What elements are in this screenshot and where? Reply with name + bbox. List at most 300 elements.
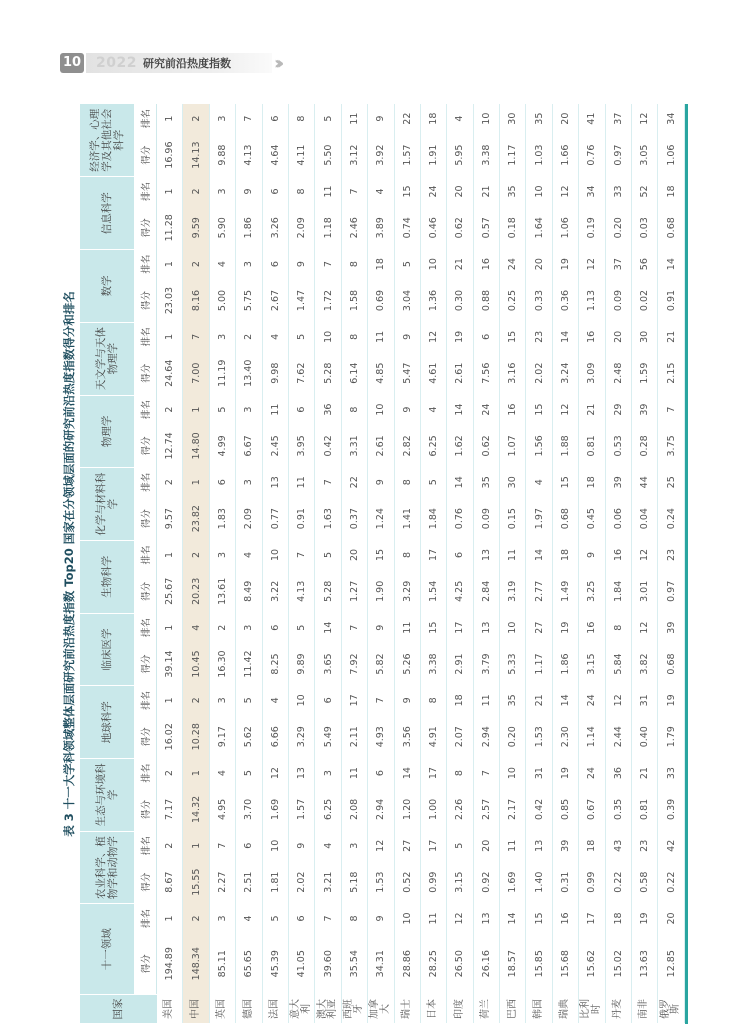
score-cell: 23.82 [183,497,209,541]
rank-cell: 11 [394,613,420,642]
score-cell: 15.02 [605,933,631,994]
score-cell: 2.08 [341,788,367,832]
rank-cell: 12 [368,831,394,860]
rank-cell: 15 [526,904,552,933]
score-cell: 0.99 [579,860,605,904]
score-cell: 0.25 [500,279,526,323]
rank-cell: 13 [288,759,314,788]
table-row [500,104,526,1024]
score-cell: 3.04 [394,279,420,323]
rank-cell: 10 [262,831,288,860]
score-cell: 0.97 [658,570,684,614]
rank-cell: 37 [605,104,631,133]
rank-cell: 18 [579,468,605,497]
score-cell: 0.30 [447,279,473,323]
rank-cell: 33 [658,759,684,788]
rank-cell: 14 [552,322,578,351]
sub-header-row [134,104,157,1024]
rank-cell: 15 [394,177,420,206]
rank-cell: 11 [341,104,367,133]
table-row [552,104,578,1024]
score-cell: 0.81 [632,788,658,832]
score-cell: 15.85 [526,933,552,994]
sub-header-score: 得分 [134,351,157,395]
rank-cell: 10 [420,250,446,279]
score-cell: 1.79 [658,715,684,759]
rank-cell: 11 [288,468,314,497]
score-cell: 1.40 [526,860,552,904]
rank-cell: 2 [157,468,183,497]
rank-cell: 6 [262,177,288,206]
rank-cell: 12 [579,250,605,279]
score-cell: 7.62 [288,351,314,395]
rank-cell: 27 [526,613,552,642]
rank-cell: 12 [420,322,446,351]
score-cell: 1.49 [552,570,578,614]
rank-cell: 9 [394,322,420,351]
rank-cell: 21 [526,686,552,715]
rank-cell: 24 [500,250,526,279]
rank-cell: 9 [394,395,420,424]
field-header: 十一领域 [80,904,134,994]
score-cell: 1.90 [368,570,394,614]
rank-cell: 44 [632,468,658,497]
score-cell: 28.86 [394,933,420,994]
score-cell: 39.14 [157,642,183,686]
rank-cell: 10 [315,322,341,351]
rank-cell: 17 [579,904,605,933]
rank-cell: 8 [420,686,446,715]
score-cell: 2.94 [368,788,394,832]
rank-cell: 2 [157,395,183,424]
rank-cell: 1 [157,686,183,715]
rank-cell: 29 [605,395,631,424]
score-cell: 2.94 [473,715,499,759]
field-header: 临床医学 [80,613,134,686]
rank-cell: 33 [605,177,631,206]
score-cell: 7.00 [183,351,209,395]
rank-cell: 14 [447,468,473,497]
rank-cell: 14 [447,395,473,424]
country-cell: 中国 [183,994,209,1023]
table-row [368,104,394,1024]
rank-cell: 16 [579,322,605,351]
score-cell: 0.69 [368,279,394,323]
score-cell: 5.26 [394,642,420,686]
rank-cell: 31 [632,686,658,715]
score-cell: 4.99 [209,424,235,468]
score-cell: 7.56 [473,351,499,395]
score-cell: 4.85 [368,351,394,395]
score-cell: 2.67 [262,279,288,323]
score-cell: 8.49 [236,570,262,614]
score-cell: 5.33 [500,642,526,686]
score-cell: 3.12 [341,133,367,177]
page-number: 10 [60,53,84,73]
rank-cell: 4 [315,831,341,860]
score-cell: 1.72 [315,279,341,323]
score-cell: 5.47 [394,351,420,395]
rank-cell: 7 [368,686,394,715]
rank-cell: 7 [341,613,367,642]
rank-cell: 18 [658,177,684,206]
rank-cell: 39 [658,613,684,642]
score-cell: 9.17 [209,715,235,759]
rank-cell: 35 [500,686,526,715]
rank-cell: 7 [288,540,314,569]
score-cell: 2.30 [552,715,578,759]
rank-cell: 5 [315,104,341,133]
rank-cell: 22 [394,104,420,133]
score-cell: 5.18 [341,860,367,904]
score-cell: 1.86 [236,206,262,250]
rank-cell: 22 [341,468,367,497]
rank-cell: 12 [632,613,658,642]
score-cell: 7.17 [157,788,183,832]
sub-header-score: 得分 [134,642,157,686]
sub-header-rank: 排名 [134,831,157,860]
rank-cell: 4 [236,540,262,569]
sub-header-rank: 排名 [134,468,157,497]
score-cell: 2.09 [288,206,314,250]
score-cell: 5.90 [209,206,235,250]
rank-cell: 9 [394,686,420,715]
score-cell: 1.18 [315,206,341,250]
score-cell: 194.89 [157,933,183,994]
country-cell: 法国 [262,994,288,1023]
sub-header-rank: 排名 [134,540,157,569]
rank-cell: 1 [157,177,183,206]
rank-cell: 13 [473,613,499,642]
rank-cell: 7 [341,177,367,206]
rank-cell: 15 [368,540,394,569]
rank-cell: 11 [420,904,446,933]
score-cell: 5.49 [315,715,341,759]
rank-cell: 24 [579,686,605,715]
score-cell: 1.03 [526,133,552,177]
score-cell: 3.25 [579,570,605,614]
rank-cell: 5 [394,250,420,279]
score-cell: 1.58 [341,279,367,323]
table-row [447,104,473,1024]
rank-cell: 6 [447,540,473,569]
rank-cell: 9 [288,831,314,860]
sub-header-score: 得分 [134,424,157,468]
score-cell: 9.89 [288,642,314,686]
country-cell: 英国 [209,994,235,1023]
rank-cell: 1 [157,613,183,642]
score-cell: 2.48 [605,351,631,395]
page-header [60,52,278,74]
rank-cell: 21 [579,395,605,424]
score-cell: 15.55 [183,860,209,904]
rank-cell: 9 [368,904,394,933]
score-cell: 0.62 [447,206,473,250]
rank-cell: 19 [658,686,684,715]
rank-cell: 9 [288,250,314,279]
score-cell: 0.20 [500,715,526,759]
rank-cell: 52 [632,177,658,206]
rank-cell: 20 [447,177,473,206]
rank-cell: 2 [183,250,209,279]
score-cell: 39.60 [315,933,341,994]
score-cell: 2.02 [526,351,552,395]
score-cell: 0.97 [605,133,631,177]
score-cell: 16.30 [209,642,235,686]
rank-cell: 10 [473,104,499,133]
score-cell: 0.53 [605,424,631,468]
rank-cell: 6 [315,686,341,715]
rank-cell: 4 [262,686,288,715]
score-cell: 0.42 [315,424,341,468]
score-cell: 1.06 [658,133,684,177]
rank-cell: 1 [157,322,183,351]
rank-cell: 12 [605,686,631,715]
score-cell: 4.95 [209,788,235,832]
score-cell: 0.92 [473,860,499,904]
score-cell: 1.56 [526,424,552,468]
rank-cell: 16 [552,904,578,933]
rank-cell: 30 [500,104,526,133]
sub-header-rank: 排名 [134,395,157,424]
sub-header-rank: 排名 [134,104,157,133]
rank-cell: 5 [315,540,341,569]
rotated-table-region [58,104,682,1024]
rank-cell: 42 [658,831,684,860]
score-cell: 3.79 [473,642,499,686]
country-cell: 美国 [157,994,183,1023]
score-cell: 0.46 [420,206,446,250]
rank-cell: 13 [262,468,288,497]
rank-cell: 4 [420,395,446,424]
score-cell: 0.81 [579,424,605,468]
rank-cell: 4 [209,250,235,279]
score-cell: 1.07 [500,424,526,468]
rank-cell: 5 [236,759,262,788]
score-cell: 8.25 [262,642,288,686]
field-header: 经济学、心理学及其他社会科学 [80,104,134,177]
score-cell: 2.45 [262,424,288,468]
rank-cell: 10 [262,540,288,569]
rank-cell: 8 [341,395,367,424]
score-cell: 1.69 [262,788,288,832]
score-cell: 1.59 [632,351,658,395]
rank-cell: 8 [288,177,314,206]
rank-cell: 10 [368,395,394,424]
table-wrapper [80,104,688,1024]
rank-cell: 24 [473,395,499,424]
rank-cell: 6 [473,322,499,351]
score-cell: 0.31 [552,860,578,904]
rank-cell: 6 [288,904,314,933]
rank-cell: 14 [315,613,341,642]
rank-cell: 18 [579,831,605,860]
country-cell: 瑞典 [552,994,578,1023]
score-cell: 1.24 [368,497,394,541]
score-cell: 3.31 [341,424,367,468]
rank-cell: 18 [605,904,631,933]
sub-header-rank: 排名 [134,686,157,715]
rank-cell: 11 [341,759,367,788]
score-cell: 2.17 [500,788,526,832]
rank-cell: 21 [632,759,658,788]
header-bar [86,53,272,73]
score-cell: 3.15 [447,860,473,904]
score-cell: 5.84 [605,642,631,686]
score-cell: 0.57 [473,206,499,250]
score-cell: 16.96 [157,133,183,177]
rank-cell: 8 [394,540,420,569]
score-cell: 1.97 [526,497,552,541]
score-cell: 13.40 [236,351,262,395]
score-cell: 3.95 [288,424,314,468]
rank-cell: 2 [157,759,183,788]
rank-cell: 15 [500,322,526,351]
rank-cell: 11 [500,540,526,569]
score-cell: 15.62 [579,933,605,994]
score-cell: 0.09 [605,279,631,323]
score-cell: 26.50 [447,933,473,994]
table-row [315,104,341,1024]
field-header: 农业科学、植物学和动物学 [80,831,134,904]
rank-cell: 1 [157,904,183,933]
rank-cell: 56 [632,250,658,279]
score-cell: 2.15 [658,351,684,395]
rank-cell: 5 [236,686,262,715]
score-cell: 1.54 [420,570,446,614]
rank-cell: 35 [473,468,499,497]
rank-cell: 5 [447,831,473,860]
score-cell: 1.63 [315,497,341,541]
sub-header-score: 得分 [134,788,157,832]
score-cell: 23.03 [157,279,183,323]
score-cell: 14.80 [183,424,209,468]
score-cell: 0.88 [473,279,499,323]
rank-cell: 16 [500,395,526,424]
score-cell: 1.13 [579,279,605,323]
rank-cell: 23 [526,322,552,351]
rank-cell: 3 [209,904,235,933]
score-cell: 3.15 [579,642,605,686]
rank-cell: 24 [579,759,605,788]
score-cell: 5.95 [447,133,473,177]
rank-cell: 7 [236,104,262,133]
rank-cell: 13 [526,831,552,860]
score-cell: 1.91 [420,133,446,177]
rank-cell: 6 [262,250,288,279]
rank-cell: 6 [262,613,288,642]
table-row [157,104,183,1024]
rank-cell: 2 [183,686,209,715]
score-cell: 2.44 [605,715,631,759]
score-cell: 1.81 [262,860,288,904]
score-cell: 1.06 [552,206,578,250]
rank-cell: 8 [288,104,314,133]
score-cell: 0.68 [658,206,684,250]
rank-cell: 1 [157,250,183,279]
rank-cell: 1 [157,104,183,133]
score-cell: 1.00 [420,788,446,832]
sub-header-score: 得分 [134,206,157,250]
score-cell: 0.39 [658,788,684,832]
score-cell: 35.54 [341,933,367,994]
score-cell: 1.66 [552,133,578,177]
table-row [183,104,209,1024]
score-cell: 0.45 [579,497,605,541]
score-cell: 3.82 [632,642,658,686]
rank-cell: 19 [447,322,473,351]
score-cell: 6.25 [420,424,446,468]
country-cell: 丹麦 [605,994,631,1023]
score-cell: 3.19 [500,570,526,614]
rank-cell: 39 [632,395,658,424]
rank-cell: 37 [605,250,631,279]
score-cell: 0.37 [341,497,367,541]
score-cell: 0.68 [552,497,578,541]
score-cell: 65.65 [236,933,262,994]
score-cell: 3.16 [500,351,526,395]
rank-cell: 4 [209,759,235,788]
rank-cell: 19 [552,759,578,788]
country-cell: 德国 [236,994,262,1023]
score-cell: 0.22 [658,860,684,904]
rank-cell: 20 [552,104,578,133]
score-cell: 18.57 [500,933,526,994]
rank-cell: 5 [288,322,314,351]
sub-header-rank: 排名 [134,322,157,351]
rank-cell: 11 [262,395,288,424]
rank-cell: 2 [183,540,209,569]
rank-cell: 11 [368,322,394,351]
score-cell: 14.32 [183,788,209,832]
score-cell: 2.27 [209,860,235,904]
rank-cell: 17 [420,831,446,860]
rank-cell: 23 [632,831,658,860]
rank-cell: 21 [447,250,473,279]
table-row [420,104,446,1024]
rank-cell: 4 [236,904,262,933]
score-cell: 0.40 [632,715,658,759]
rank-cell: 3 [315,759,341,788]
rank-cell: 12 [632,104,658,133]
country-cell: 西班牙 [341,994,367,1023]
score-cell: 3.09 [579,351,605,395]
sub-header-rank: 排名 [134,759,157,788]
sub-header-score: 得分 [134,570,157,614]
rank-cell: 14 [552,686,578,715]
score-cell: 5.82 [368,642,394,686]
table-row [288,104,314,1024]
rank-cell: 6 [236,831,262,860]
table-row [394,104,420,1024]
score-cell: 0.85 [552,788,578,832]
score-cell: 2.61 [447,351,473,395]
rank-cell: 13 [473,904,499,933]
rank-cell: 9 [368,468,394,497]
score-cell: 1.41 [394,497,420,541]
score-cell: 4.64 [262,133,288,177]
score-cell: 14.13 [183,133,209,177]
rank-cell: 3 [236,468,262,497]
rank-cell: 12 [632,540,658,569]
score-cell: 5.00 [209,279,235,323]
rank-cell: 9 [368,613,394,642]
rank-cell: 8 [341,250,367,279]
rank-cell: 9 [579,540,605,569]
country-cell: 巴西 [500,994,526,1023]
score-cell: 3.92 [368,133,394,177]
rank-cell: 7 [315,904,341,933]
